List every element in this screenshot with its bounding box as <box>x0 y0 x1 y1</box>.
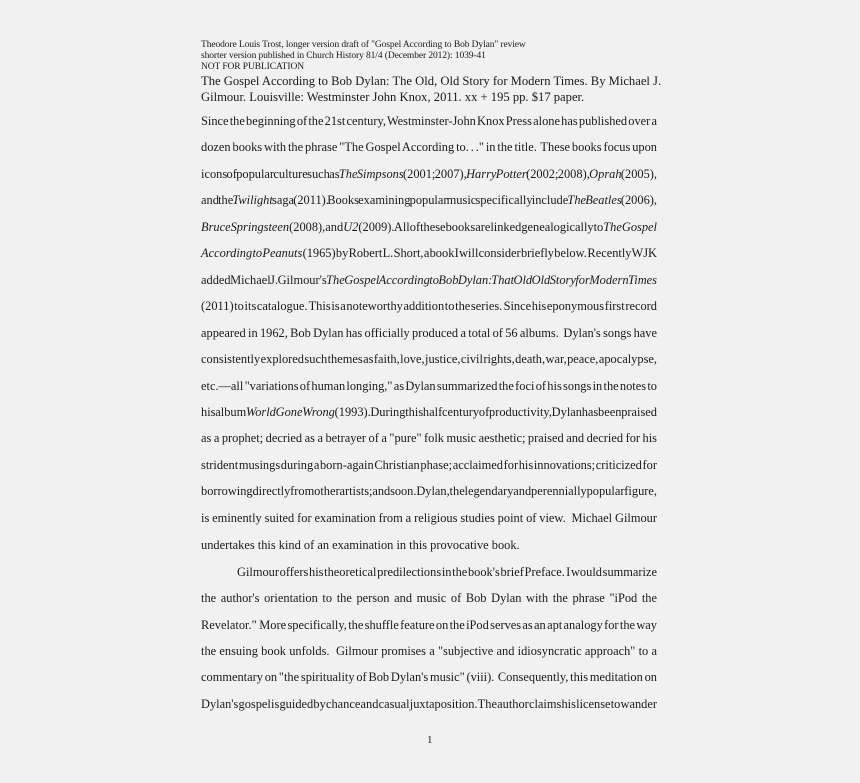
body-line <box>201 670 657 685</box>
body-line <box>201 538 657 553</box>
italic-title: According to Peanuts <box>201 246 303 260</box>
text-run: undertakes this kind of an examination in this provocative book. <box>201 538 520 552</box>
text-run: added Michael J. Gilmour's <box>201 273 327 287</box>
text-run: (2005), <box>621 167 658 181</box>
body-line <box>201 220 657 235</box>
body-line <box>201 458 657 473</box>
page-number: 1 <box>427 734 433 746</box>
text-run: and the <box>201 193 233 207</box>
text-run: Since the beginning of the 21st century, Westminster-John Knox Press alone has published over a <box>201 114 657 128</box>
header-line-1: Theodore Louis Trost, longer version draft of "Gospel According to Bob Dylan" review <box>201 40 526 50</box>
text-run: (2001; 2007), <box>403 167 467 181</box>
italic-title: The Simpsons <box>338 167 404 181</box>
body-line <box>201 405 657 420</box>
body-line <box>201 299 657 314</box>
body-line <box>201 591 657 606</box>
body-line <box>201 484 657 499</box>
text-run: the ensuing book unfolds. Gilmour promises a "subjective and idiosyncratic approach" to a <box>201 644 657 658</box>
citation-line-2: Gilmour. Louisville: Westminster John Knox, 2011. xx + 195 pp. $17 paper. <box>201 90 585 104</box>
header-line-3: NOT FOR PUBLICATION <box>201 62 304 72</box>
body-line <box>201 431 657 446</box>
body-line <box>201 697 657 712</box>
text-run: commentary on "the spirituality of Bob Dylan's music" (viii). Consequently, this meditation on <box>201 670 657 684</box>
text-run: his album <box>201 405 247 419</box>
body-line <box>201 511 657 526</box>
citation-line-1: The Gospel According to Bob Dylan: The Old, Old Story for Modern Times. By Michael J. <box>201 74 662 88</box>
body-line <box>201 379 657 394</box>
text-run: (2011) to its catalogue. This is a noteworthy addition to the series. Since his eponymous first record <box>201 299 657 313</box>
body-line <box>201 644 657 659</box>
body-line <box>201 618 657 633</box>
text-run: (2009). All of these books are linked genealogically to <box>358 220 604 234</box>
italic-title: The Beatles <box>567 193 622 207</box>
body-line <box>201 273 657 288</box>
body-line <box>201 193 657 208</box>
text-run: is eminently suited for examination from a religious studies point of view. Michael Gilmour <box>201 511 657 525</box>
body-line <box>201 352 657 367</box>
body-line <box>201 326 657 341</box>
text-run: the author's orientation to the person and music of Bob Dylan with the phrase "iPod the <box>201 591 657 605</box>
italic-title: The Gospel <box>603 220 657 234</box>
text-run: (2006), <box>621 193 657 207</box>
italic-title: World Gone Wrong <box>246 405 335 419</box>
text-run: (2002; 2008), <box>526 167 590 181</box>
text-run: saga (2011). Books examining popular music specifically include <box>272 193 568 207</box>
body-line <box>201 140 657 155</box>
text-run: (1993). During this half century of productivity, Dylan has been praised <box>334 405 657 419</box>
text-run: dozen books with the phrase "The Gospel According to. . ." in the title. These books focus upon <box>201 140 657 154</box>
italic-title: Oprah <box>589 167 622 181</box>
body-line <box>237 565 657 580</box>
italic-title: The Gospel According to Bob Dylan: That Old Old Story for Modern Times <box>326 273 657 287</box>
text-run: Revelator." More specifically, the shuffle feature on the iPod serves as an apt analogy for the way <box>201 618 657 632</box>
header-line-2: shorter version published in Church History 81/4 (December 2012): 1039-41 <box>201 51 486 61</box>
italic-title: Twilight <box>232 193 273 207</box>
text-run: Dylan's gospel is guided by chance and casual juxtaposition. The author claims his license to wander <box>201 697 657 711</box>
text-run: consistently explored such themes as faith, love, justice, civil rights, death, war, peace, apocalypse, <box>201 352 657 366</box>
text-run: strident musings during a born-again Christian phase; acclaimed for his innovations; criticized for <box>201 458 657 472</box>
text-run: appeared in 1962, Bob Dylan has officially produced a total of 56 albums. Dylan's songs have <box>201 326 657 340</box>
text-run: Gilmour offers his theoretical predilections in the book's brief Preface. I would summarize <box>237 565 657 579</box>
text-run: as a prophet; decried as a betrayer of a "pure" folk music aesthetic; praised and decried for his <box>201 431 657 445</box>
text-run: borrowing directly from other artists; and so on. Dylan, the legendary and perennially popular figure, <box>201 484 657 498</box>
body-line <box>201 167 657 182</box>
text-run: icons of popular culture such as <box>201 167 339 181</box>
text-run: etc.—all "variations of human longing," as Dylan summarized the foci of his songs in the notes to <box>201 379 657 393</box>
italic-title: Bruce Springsteen <box>201 220 290 234</box>
body-line <box>201 114 657 129</box>
text-run: (1965) by Robert L. Short, a book I will consider briefly below. Recently WJK <box>302 246 657 260</box>
text-run: (2008), and <box>289 220 344 234</box>
italic-title: Harry Potter <box>466 167 527 181</box>
italic-title: U2 <box>343 220 359 234</box>
body-line <box>201 246 657 261</box>
